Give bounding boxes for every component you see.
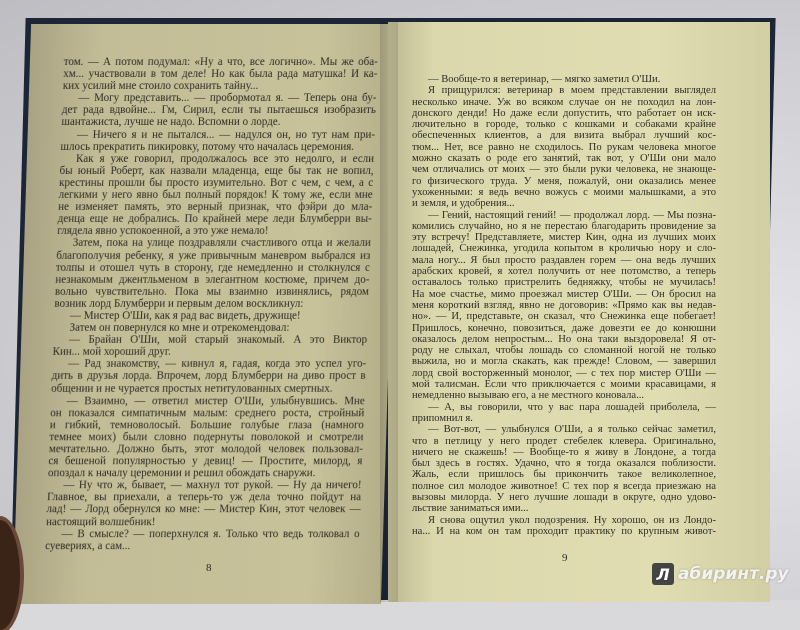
text-line: и земля, и удобрения... [412, 198, 515, 210]
text-line: возник лорд Блумберри и первым делом воскликнул: [54, 297, 304, 310]
paragraph [57, 153, 374, 238]
text-line: чем отличались от моих — это были руки человека, не знающе- [412, 164, 716, 176]
text-line: ся бешеной популярностью у девиц! — Простите, милорд, я [48, 455, 363, 468]
text-line: легкими у него явно был полный порядок! К тому же, если мне [58, 189, 373, 202]
text-line: глядела явно успокоенной, а это уже немало! [57, 225, 269, 238]
paragraph [412, 210, 716, 402]
text-line: эту встречу! Представляете, мистер Кин, одна из лучших моих [412, 232, 716, 244]
text-line: Я прищурился: ветеринар в моем представлении выглядел [428, 85, 716, 97]
text-line: лорд свой восторженный монолог, — с тех пор мистер О'Ши — [412, 367, 716, 379]
text-line: ких усилий мне стоило сохранить тайну... [62, 80, 259, 93]
text-line: тюм... Нет, все равно не сходилось. По рукам человека многое [412, 141, 716, 153]
text-line: денца еще не добрались. По крайней мере леди Блумберри вы- [57, 213, 372, 226]
paragraph [52, 334, 367, 358]
text-line: общении и не чурается простых нетитулованных смертных. [50, 382, 333, 395]
text-line: мала ногу... Я был просто раздавлен горем — она ведь лучших [412, 254, 716, 266]
watermark-text: абиринт.ру [678, 564, 789, 584]
paragraph [46, 479, 362, 527]
text-line: — Гений, настоящий гений! — продолжал лорд. — Мы позна- [428, 209, 716, 221]
text-line: обеспеченных клиентов, а для визита выбрал лучший кос- [412, 130, 716, 142]
text-line: хм... участвовали в том деле! Но как была рада матушка! И ка- [63, 68, 378, 81]
text-line: ничего не скажешь! — Вообще-то я живу в Лондоне, а тогда [412, 446, 716, 458]
page-number-right: 9 [562, 552, 568, 564]
text-line: на... И на ком он там проходит практику по крупным живот- [412, 525, 716, 537]
text-line: Затем он повернулся ко мне и отрекомендовал: [69, 322, 290, 335]
paragraph [412, 515, 716, 538]
book-spine-gutter [380, 22, 398, 602]
text-line: льствие заниматься ими... [412, 503, 529, 515]
text-line: Затем, пока на улице поздравляли счастливого отца и желали [72, 237, 372, 250]
text-line: припомнил я. [412, 412, 473, 424]
text-line: шантажиста, лучше не надо. Вспомни о лорде. [61, 116, 281, 129]
text-line: мой талисман. Если что приключается с моими красавицами, я [412, 379, 716, 391]
paragraph [53, 322, 367, 334]
text-line: — Мистер О'Ши, как я рад вас видеть, дружище! [69, 309, 301, 322]
text-line: — Вот-вот, — улыбнулся О'Ши, а я только сейчас заметил, [428, 424, 716, 436]
text-line: Пришлось, конечно, повозиться, даже довезти ее до конюшни [412, 322, 716, 334]
watermark-logo-icon: Л [652, 563, 674, 585]
text-line: и гибкий, темноволосый. Большие голубые глаза (намного [49, 418, 365, 431]
text-line: не изменяет память, это верный признак, что фэйри до мла- [57, 201, 373, 214]
paragraph [412, 85, 716, 209]
text-line: — Ничего я и не пытался... — надулся он, но тут нам при- [76, 128, 376, 141]
text-line: — Взаимно, — ответил мистер О'Ши, улыбнувшись. Мне [66, 394, 365, 407]
text-line: — Могу представить... — пробормотал я. — Теперь она бу- [78, 92, 377, 105]
text-line: можно сказать о роде его занятий, так вот, у О'Ши они мало [412, 153, 716, 165]
text-line: оставалось только пристрелить бедняжку, чтобы не мучилась! [412, 277, 716, 289]
text-line: дет рада вдвойне... Гм, Сирил, если ты пытаешься изобразить [61, 104, 377, 117]
paragraph [412, 74, 716, 85]
text-line: На мое счастье, мимо проезжал мистер О'Ши. — Он бросил на [412, 288, 716, 300]
text-line: бы юный Роберт, как назвали младенца, еще бы так не вопил, [59, 164, 374, 177]
text-line: — Вообще-то я ветеринар, — мягко заметил О'Ши. [428, 74, 661, 85]
text-line: го физического труда. У меня, пожалуй, они оказались менее [412, 175, 716, 187]
text-line: дить в друзья лорда. Впрочем, лорд Блумберри на диво прост в [51, 370, 366, 383]
text-line: полное сил молодое животное! С тех пор я всегда приезжаю на [412, 480, 716, 492]
text-line: Я снова ощутил укол подозрения. Ну хорошо, он из Лондо- [428, 514, 716, 526]
text-line: — В смысле? — поперхнулся я. Только что ведь толковал о [61, 527, 360, 540]
paragraph [61, 92, 376, 128]
text-line: несколько иначе. Уж во всяком случае он не походил на лон- [412, 96, 716, 108]
text-line: благополучия ребенку, я уже привычным маневром выбрался из [56, 249, 371, 262]
paragraph [63, 56, 378, 92]
text-line: толпы и отошел чуть в сторону, где немедленно и столкнулся с [55, 261, 371, 274]
text-line: он показался симпатичным малым: среднего роста, стройный [50, 406, 365, 419]
paragraph [412, 402, 716, 425]
text-line: незнакомым джентльменом в элегантном костюме, причем до- [55, 273, 370, 286]
text-line: шлось прекратить пикировку, потому что началась церемония. [60, 140, 355, 153]
text-line: донского денди! Но даже если допустить, что работает он иск- [412, 107, 716, 119]
paragraph [51, 358, 366, 394]
text-line: темнее моих) были словно подернуты поволокой и смотрели [49, 430, 364, 443]
text-line: лошадей, Снежинка, угодила копытом в кроличью нору и сло- [412, 243, 716, 255]
paragraph [412, 424, 716, 514]
paragraph [54, 310, 368, 322]
text-line: настоящий волшебник! [45, 515, 156, 528]
text-line: — Рад знакомству, — кивнул я, гадая, когда это успел уго- [67, 358, 367, 371]
text-line: роду не слыхал, чтобы лошадь со сломанной ногой не только [412, 345, 716, 357]
text-line: том. — А потом подумал: «Ну а что, все логично». Мы же оба- [63, 56, 379, 68]
paragraph [45, 528, 360, 552]
text-line: опоздал к началу церемонии и решил обождать снаружи. [47, 467, 316, 480]
text-line: лючительно в городе, только с кошками и собаками крайне [412, 119, 716, 131]
text-line: что в петлицу у него продет стебелек клевера. Оригинально, [412, 435, 716, 447]
text-line: немедленно вызываю его, а не местного коновала... [412, 390, 645, 402]
text-line: — А, вы говорили, что у вас пара лошадей приболела, — [428, 401, 716, 413]
text-line: был здесь в гостях. Удачно, что я тогда оказался поблизости. [412, 458, 716, 470]
text-line: выжила, но и могла скакать, как прежде! Словом, — завершил [412, 356, 716, 368]
text-line: меня короткий взгляд, явно не договорив: «Прямо как вы недав- [412, 299, 716, 311]
text-line: вольно чувствительно. Пока мы взаимно извинялись, рядом [54, 285, 370, 298]
text-line: Как я уже говорил, продолжалось все это недолго, и если [75, 152, 375, 165]
page-number-left: 8 [206, 562, 212, 574]
text-line: — Ну что ж, бывает, — махнул тот рукой. — Ну да ничего! [63, 479, 362, 492]
left-page-text [45, 56, 378, 552]
paragraph [60, 129, 375, 153]
text-line: Кин... мой хороший друг. [52, 346, 172, 359]
text-line: Жаль, если пришлось бы прикончить такое великолепное, [412, 469, 716, 481]
paragraph [48, 395, 365, 480]
text-line: вызовы милорда. У него лучшие лошади в округе, одно удово- [412, 491, 716, 503]
text-line: арабских кровей, я хотел получить от нее потомство, а теперь [412, 266, 716, 278]
text-line: крестины прошли бы просто изумительно. Вот с чем, с чем, а с [58, 176, 374, 189]
text-line: суевериях, а сам... [44, 539, 131, 552]
text-line: мечтательно. Должно быть, этот молодой человек пользовал- [48, 443, 364, 455]
text-line: ухоженными: я ведь вечно вожусь с моими малышками, а это [412, 186, 716, 198]
text-line: оказалось делом непростым... Но она таки выздоровела! Я от- [412, 333, 716, 345]
text-line: Главное, вы приехали, а теперь-то уж дела точно пойдут на [46, 491, 362, 504]
text-line: комились случайно, но я не перестаю благодарить провидение за [412, 220, 716, 232]
text-line: но». — И, представьте, он сказал, что Снежинка еще побегает! [412, 311, 716, 323]
text-line: — Брайан О'Ши, мой старый знакомый. А это Виктор [68, 334, 368, 347]
watermark-logo [652, 563, 789, 585]
text-line: лад! — Лорд обернулся ко мне: — Мистер Кин, этот человек — [46, 503, 361, 516]
right-page-text [412, 74, 716, 537]
paragraph [54, 237, 371, 310]
